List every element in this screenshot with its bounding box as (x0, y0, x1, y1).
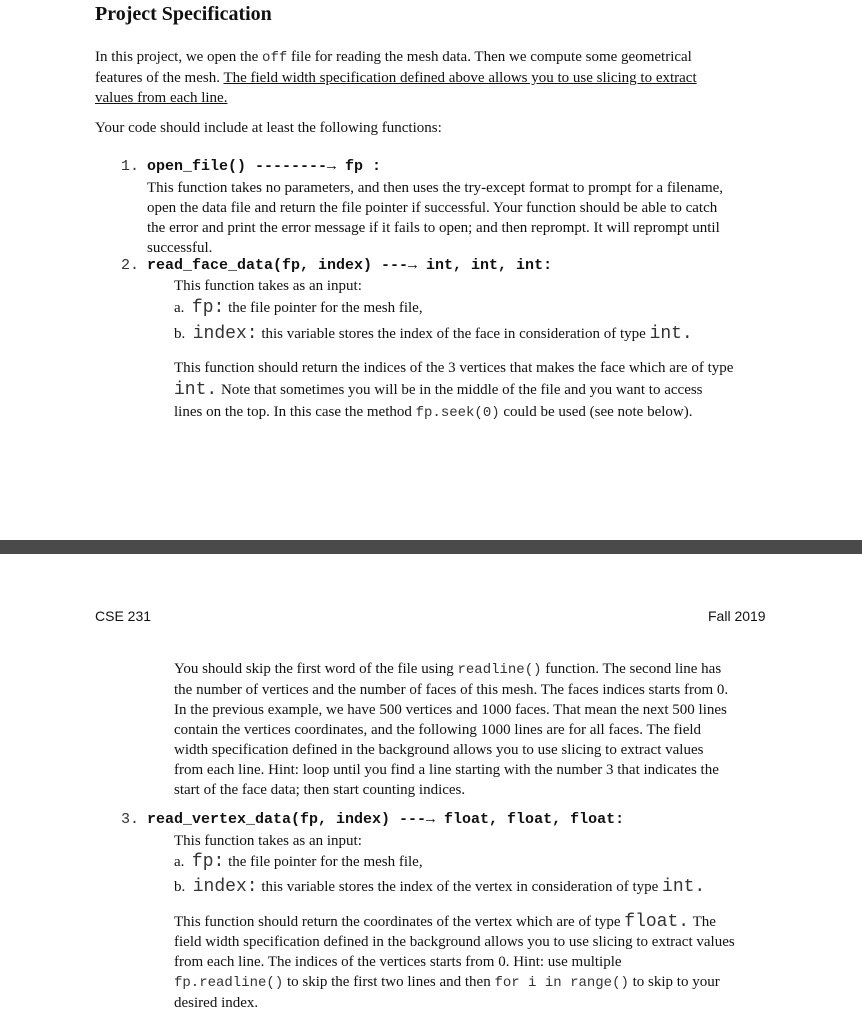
intro-requirement: Your code should include at least the following functions: (95, 120, 442, 136)
function-signature: open_file() --------→ fp : (147, 158, 382, 175)
list-number: 2. (121, 257, 140, 274)
function-description: This function takes no parameters, and then uses the try-except format to prompt for a filename, open the data file and return the file pointer if successful. Your function should be able to catch the error and print the error message if it fails to open; and then reprompt. It will reprompt until successful. (147, 180, 724, 256)
function-description: This function should return the coordinates of the vertex which are of type float. The field width specification defined in the background allows you to use slicing to extract values from each line. The indices of the vertices starts from 0. Hint: use multiple fp.readline() to skip the first two lines and then for i in range() to skip to your desired index. (174, 912, 735, 1011)
intro-paragraph: In this project, we open the off file for reading the mesh data. Then we compute some geometrical features of the mesh. The field width specification defined above allows you to use slicing to extract values from each line. (95, 49, 697, 106)
list-number: 3. (121, 811, 140, 828)
list-item: a. fp: the file pointer for the mesh file, (174, 852, 423, 872)
header-course: CSE 231 (95, 608, 152, 624)
list-item: b. index: this variable stores the index of the face in consideration of type int. (174, 324, 693, 344)
list-number: 1. (121, 158, 140, 175)
page-divider (0, 540, 862, 554)
inline-code: off (262, 50, 288, 66)
header-term: Fall 2019 (708, 608, 766, 624)
list-item: a. fp: the file pointer for the mesh file, (174, 298, 423, 318)
continuation-paragraph: You should skip the first word of the file using readline() function. The second line has the number of vertices and the number of faces of this mesh. The faces indices starts from 0. In the previous example, we have 500 vertices and 1000 faces. That mean the next 500 lines contain the vertices coordinates, and the following 1000 lines are for all faces. The field width specification defined in the background allows you to use slicing to extract values from each line. Hint: loop until you find a line starting with the number 3 that indicates the start of the face data; then start counting indices. (174, 661, 729, 798)
function-description: This function should return the indices of the 3 vertices that makes the face which are of type int. Note that sometimes you will be in the middle of the file and you want to access lines on the top. In this case the method fp.seek(0) could be used (see note below). (174, 360, 734, 421)
page-title: Project Specification (95, 3, 272, 25)
function-signature: read_vertex_data(fp, index) ---→ float, float, float: (147, 811, 625, 828)
list-item: b. index: this variable stores the index of the vertex in consideration of type int. (174, 877, 706, 897)
input-intro: This function takes as an input: (174, 833, 362, 849)
input-intro: This function takes as an input: (174, 278, 362, 294)
function-signature: read_face_data(fp, index) ---→ int, int, int: (147, 257, 553, 274)
